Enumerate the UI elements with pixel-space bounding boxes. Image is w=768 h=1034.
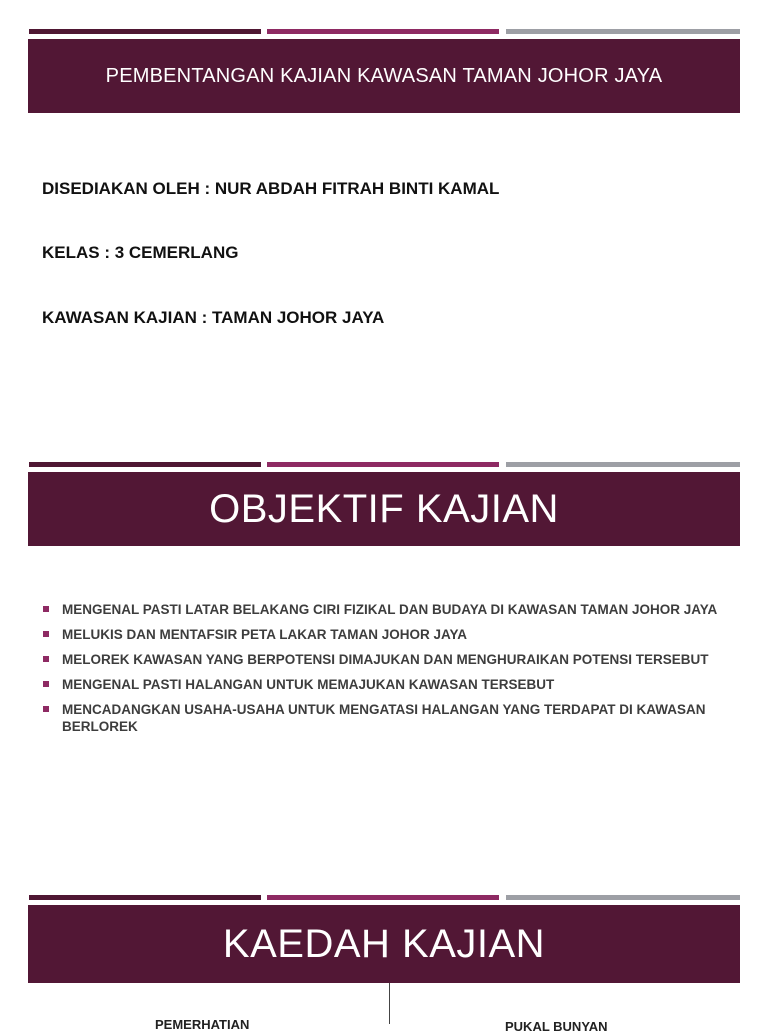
list-item: MENCADANGKAN USAHA-USAHA UNTUK MENGATASI HALANGAN YANG TERDAPAT DI KAWASAN BERLOREK bbox=[42, 701, 722, 735]
bullet-square-icon bbox=[43, 706, 49, 712]
method-second-label: PUKAL BUNYAN bbox=[505, 1019, 608, 1034]
slide-3-title: KAEDAH KAJIAN bbox=[222, 921, 546, 966]
bullet-square-icon bbox=[43, 606, 49, 612]
slide-2-title: OBJEKTIF KAJIAN bbox=[209, 486, 559, 531]
stripe-magenta bbox=[267, 29, 499, 34]
slide-1-title-banner bbox=[28, 39, 740, 113]
stripe-grey bbox=[506, 462, 740, 467]
list-item: MENGENAL PASTI HALANGAN UNTUK MEMAJUKAN KAWASAN TERSEBUT bbox=[42, 676, 722, 693]
accent-stripes bbox=[29, 462, 740, 467]
column-divider bbox=[389, 983, 390, 1024]
slide-3-title-banner bbox=[28, 905, 740, 983]
stripe-magenta bbox=[267, 462, 499, 467]
accent-stripes bbox=[29, 895, 740, 900]
bullet-square-icon bbox=[43, 681, 49, 687]
accent-stripes bbox=[29, 29, 740, 34]
class-line: KELAS : 3 CEMERLANG bbox=[42, 243, 239, 262]
list-item: MELOREK KAWASAN YANG BERPOTENSI DIMAJUKAN DAN MENGHURAIKAN POTENSI TERSEBUT bbox=[42, 651, 722, 668]
bullet-square-icon bbox=[43, 631, 49, 637]
stripe-dark bbox=[29, 462, 261, 467]
list-item: MENGENAL PASTI LATAR BELAKANG CIRI FIZIKAL DAN BUDAYA DI KAWASAN TAMAN JOHOR JAYA bbox=[42, 601, 722, 618]
list-item: MELUKIS DAN MENTAFSIR PETA LAKAR TAMAN JOHOR JAYA bbox=[42, 626, 722, 643]
slide-2-title-banner bbox=[28, 472, 740, 546]
stripe-magenta bbox=[267, 895, 499, 900]
stripe-dark bbox=[29, 895, 261, 900]
stripe-dark bbox=[29, 29, 261, 34]
slide-1-title: PEMBENTANGAN KAJIAN KAWASAN TAMAN JOHOR JAYA bbox=[105, 64, 663, 87]
objectives-list bbox=[42, 601, 722, 743]
study-area-line: KAWASAN KAJIAN : TAMAN JOHOR JAYA bbox=[42, 308, 385, 327]
stripe-grey bbox=[506, 29, 740, 34]
prepared-by-line: DISEDIAKAN OLEH : NUR ABDAH FITRAH BINTI KAMAL bbox=[42, 179, 500, 198]
method-observation-label: PEMERHATIAN bbox=[155, 1017, 250, 1032]
bullet-square-icon bbox=[43, 656, 49, 662]
stripe-grey bbox=[506, 895, 740, 900]
